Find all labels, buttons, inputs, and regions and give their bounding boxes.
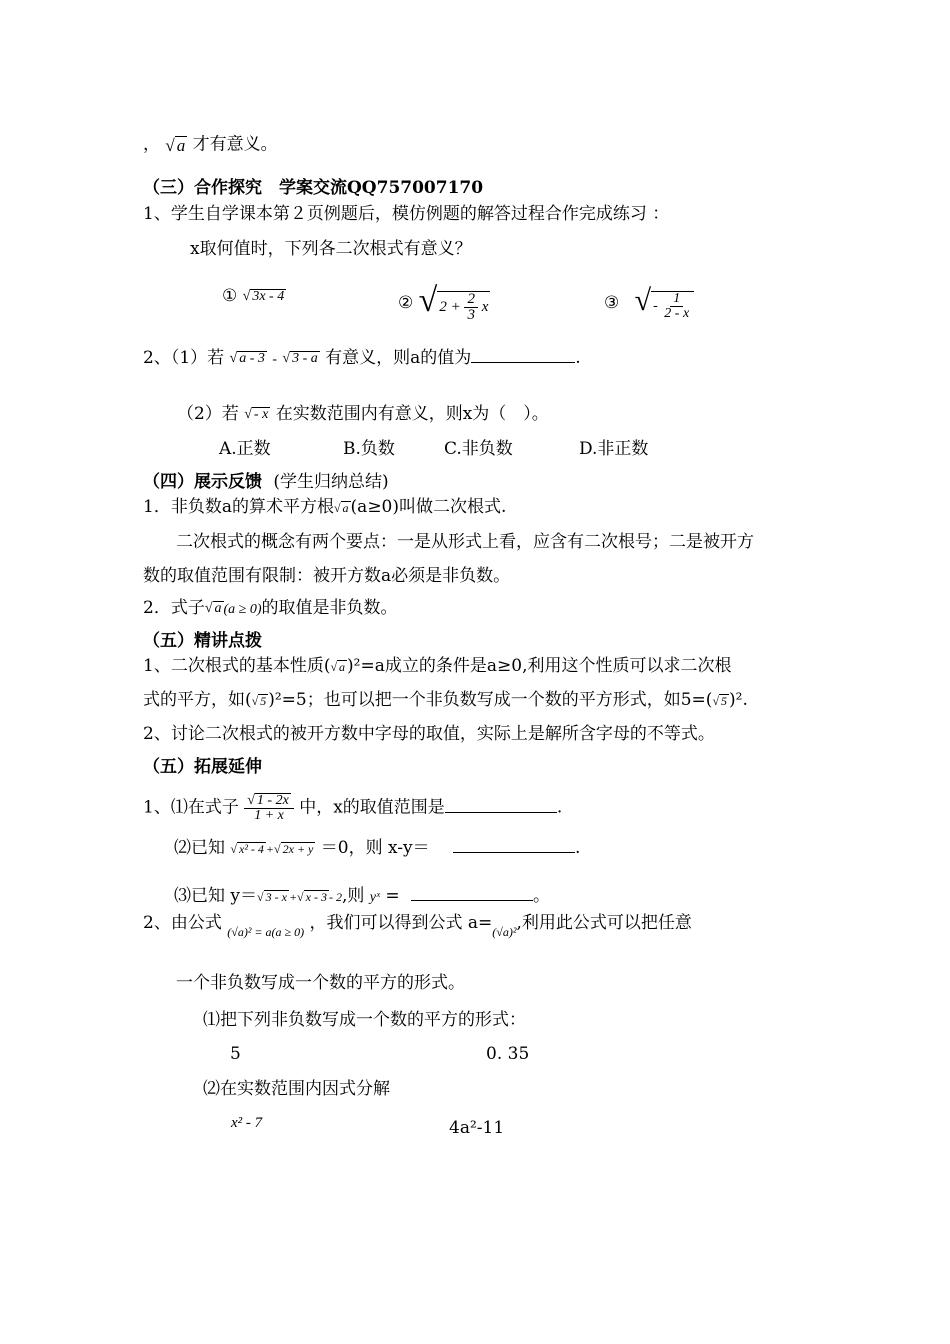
s5-l1: 1、二次根式的基本性质(√ a )²=a成立的条件是a≥0,利用这个性质可以求二次根 [143,656,732,676]
value-5: 5 [230,1044,241,1064]
s4-p1: 1．非负数a的算术平方根√ a (a≥0)叫做二次根式. [143,497,507,517]
expr-4a2-11: 4a²-11 [449,1118,505,1138]
section-4-heading: （四）展示反馈 [143,472,262,492]
s6-q1: 1、⑴在式子 $\frac{√ 1 - 2x}{1 + x}$ 中，x的取值范围是 . [143,793,563,823]
formula: (√a)² = a(a ≥ 0) [227,925,305,939]
option-c: C.非负数 [444,439,513,459]
intro-suffix: 才有意义。 [192,134,278,155]
s4-p2b: 数的取值范围有限制：被开方数a必须是非负数。 [143,566,511,586]
option-a: A.正数 [219,439,271,459]
answer-blank[interactable] [411,900,533,901]
section-5-heading: （五）精讲点拨 [143,631,262,651]
s6-f-line2: 一个非负数写成一个数的平方的形式。 [176,973,465,993]
s6-f-sub2: ⑵在实数范围内因式分解 [203,1079,390,1099]
formula-2: (√a)² [492,925,517,939]
expr-1: ① √ 3x - 4 [222,286,285,306]
s3-q2b: （2）若 √ - x 在实数范围内有意义，则x为（ ）。 [177,404,549,424]
section-3-heading: （三）合作探究 学案交流QQ757007170 [143,178,484,198]
s3-paragraph-1: 1、学生自学课本第２页例题后，模仿例题的解答过程合作完成练习 ： [143,204,670,224]
option-d: D.非正数 [579,439,649,459]
s4-p3: 2．式子√ a (a ≥ 0)的取值是非负数。 [143,598,398,618]
value-0-35: 0. 35 [486,1044,530,1064]
s3-question: x取何值时，下列各二次根式有意义？ [190,239,472,259]
answer-blank[interactable] [445,812,557,813]
answer-blank[interactable] [453,852,575,853]
section-4-note: (学生归纳总结) [273,472,389,492]
intro-prefix: ， [143,134,160,155]
section-6-heading: （五）拓展延伸 [143,757,262,777]
s6-formula-line: 2、由公式 $_{(√a)^2 = a(a \ge 0)}$ ，我们可以得到公式 $a=_{(√a)^2}$,利用此公式可以把任意 [143,913,692,939]
s6-q3: ⑶已知 y＝√ 3 - x +√ x - 3 - 2,则 yˣ = 。 [174,886,551,906]
section-4-heading-line [143,474,389,491]
s6-q2: ⑵已知 √ x² - 4 +√ 2x + y ＝0，则 x-y＝ . [174,838,581,858]
s3-q2a: 2、（1）若 √ a - 3 - √ 3 - a 有意义，则a的值为 . [143,348,581,368]
expr-3: ③ √ - $\frac{1}{2 - x}$ [604,286,694,321]
expr-2: ② √ 2 + $\frac{2}{3}$ x [398,282,489,324]
expr-x2-7: x² - 7 [231,1115,263,1131]
s5-l3: 2、讨论二次根式的被开方数中字母的取值，实际上是解所含字母的不等式。 [143,724,715,744]
s4-p2a: 二次根式的概念有两个要点：一是从形式上看，应含有二次根号；二是被开方 [176,532,754,552]
s5-l2: 式的平方，如(√ 5 )²=5；也可以把一个非负数写成一个数的平方形式，如5=(√ 5 )². [143,690,748,710]
option-b: B.负数 [343,439,395,459]
answer-blank[interactable] [471,362,575,363]
sqrt-a: √ a [165,136,186,155]
s6-f-sub1: ⑴把下列非负数写成一个数的平方的形式： [203,1010,526,1030]
intro-line [143,136,278,154]
